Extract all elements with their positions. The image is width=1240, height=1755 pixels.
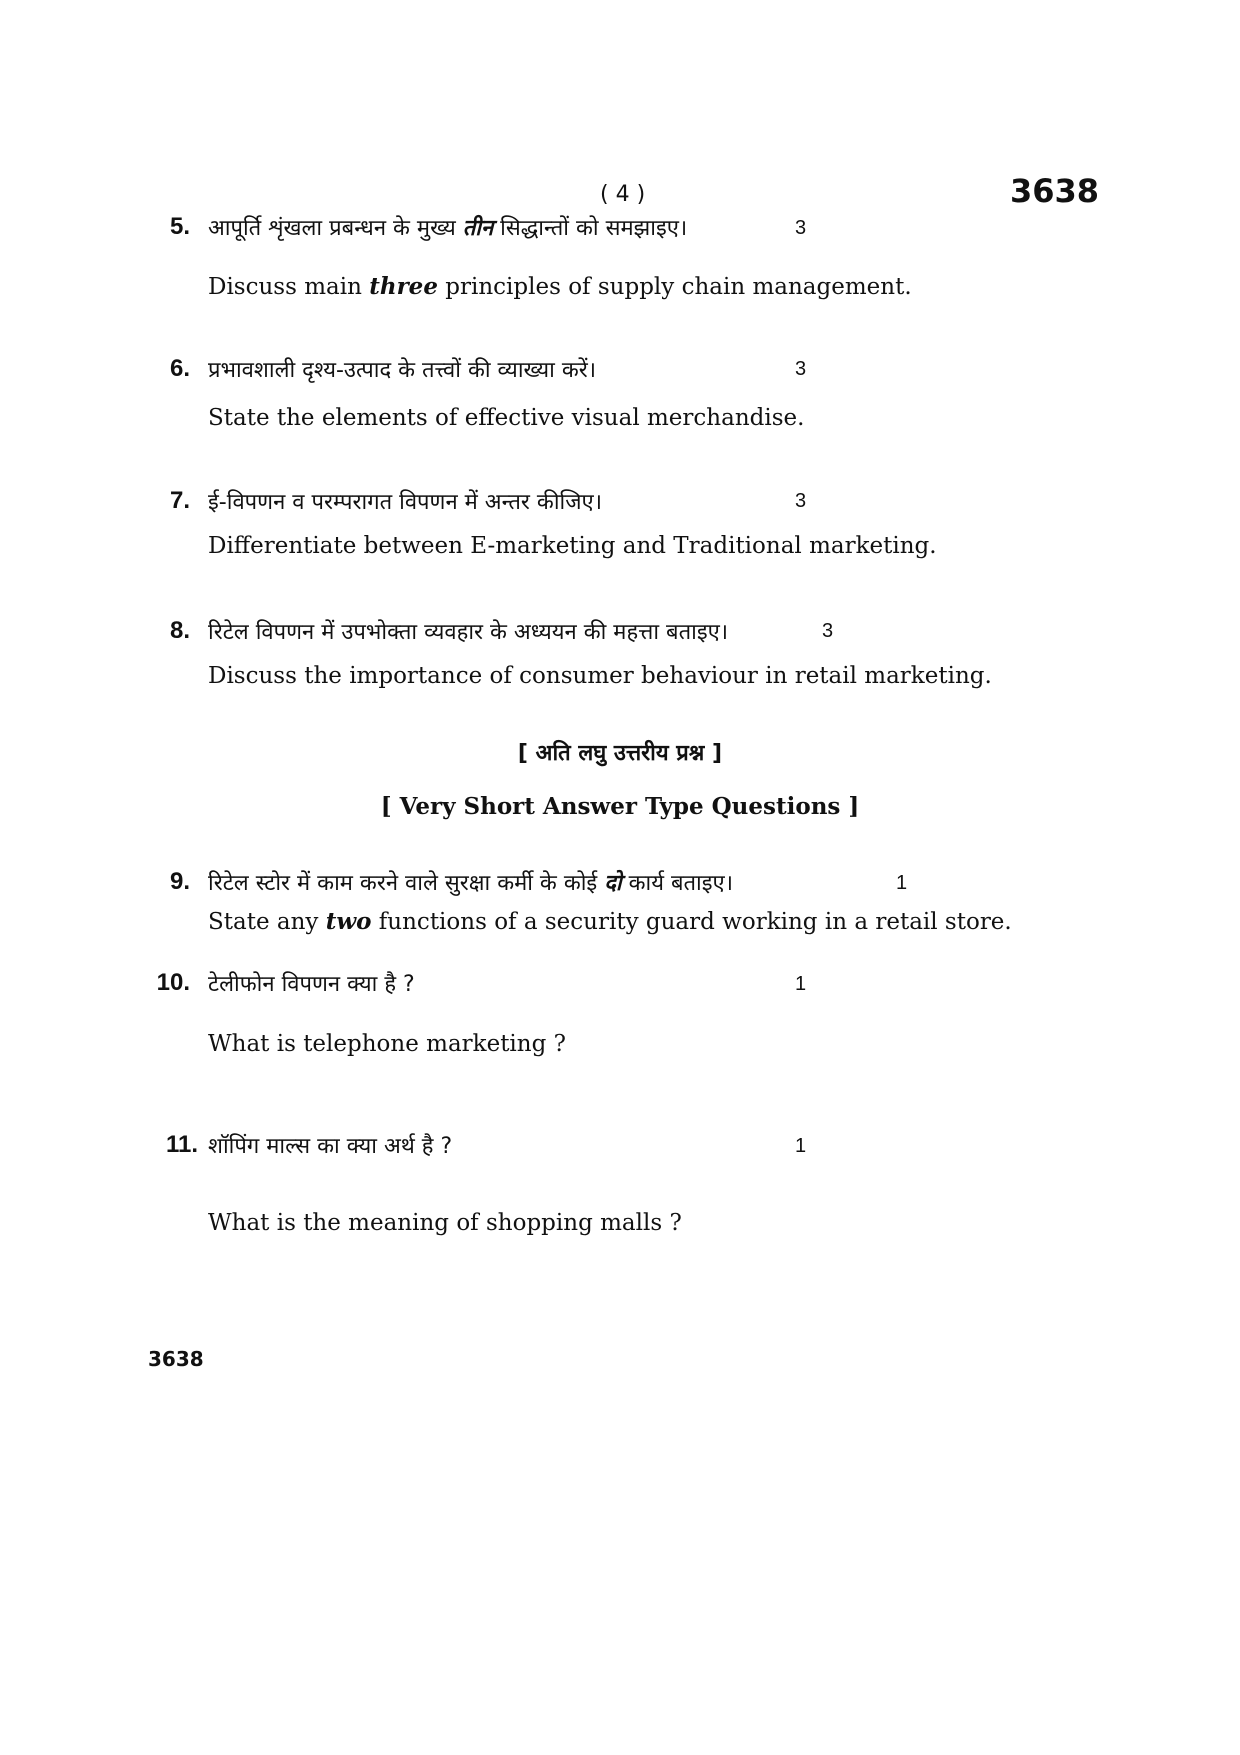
question-english: Differentiate between E-marketing and Traditional marketing. [208,533,937,559]
question-marks: 3 [795,358,807,380]
footer-paper-code: 3638 [148,1347,204,1371]
paper-code: 3638 [1010,172,1100,210]
question-number: 6. [169,355,190,382]
question-marks: 3 [822,620,834,642]
question-number: 11. [165,1131,198,1158]
question-marks: 1 [896,872,908,894]
question-number: 9. [169,868,190,895]
question-hindi: प्रभावशाली दृश्य-उत्पाद के तत्त्वों की व्याख्या करें। [208,358,597,383]
question-english: State the elements of effective visual merchandise. [208,405,805,431]
question-hindi: शॉपिंग माल्स का क्या अर्थ है ? [208,1134,453,1159]
question-english: Discuss the importance of consumer behaviour in retail marketing. [208,663,992,689]
question-marks: 1 [795,1135,807,1157]
question-marks: 3 [795,217,807,239]
page-number: ( 4 ) [600,182,646,207]
question-marks: 1 [795,973,807,995]
section-heading-hindi: [ अति लघु उत्तरीय प्रश्न ] [517,741,723,766]
question-number: 10. [156,969,190,996]
question-hindi: आपूर्ति शृंखला प्रबन्धन के मुख्य तीन सिद्धान्तों को समझाइए। [208,216,688,241]
question-hindi: रिटेल विपणन में उपभोक्ता व्यवहार के अध्ययन की महत्ता बताइए। [208,620,729,645]
question-marks: 3 [795,490,807,512]
question-english: What is telephone marketing ? [208,1031,566,1057]
question-number: 5. [169,213,190,240]
question-english: Discuss main three principles of supply chain management. [208,273,912,300]
question-english: State any two functions of a security guard working in a retail store. [208,908,1012,935]
question-hindi: टेलीफोन विपणन क्या है ? [208,972,415,997]
question-hindi: रिटेल स्टोर में काम करने वाले सुरक्षा कर्मी के कोई दो कार्य बताइए। [208,871,734,896]
question-number: 8. [169,617,190,644]
question-number: 7. [169,487,190,514]
section-heading-english: [ Very Short Answer Type Questions ] [380,793,860,820]
question-hindi: ई-विपणन व परम्परागत विपणन में अन्तर कीजिए। [208,490,603,515]
question-english: What is the meaning of shopping malls ? [208,1210,682,1236]
